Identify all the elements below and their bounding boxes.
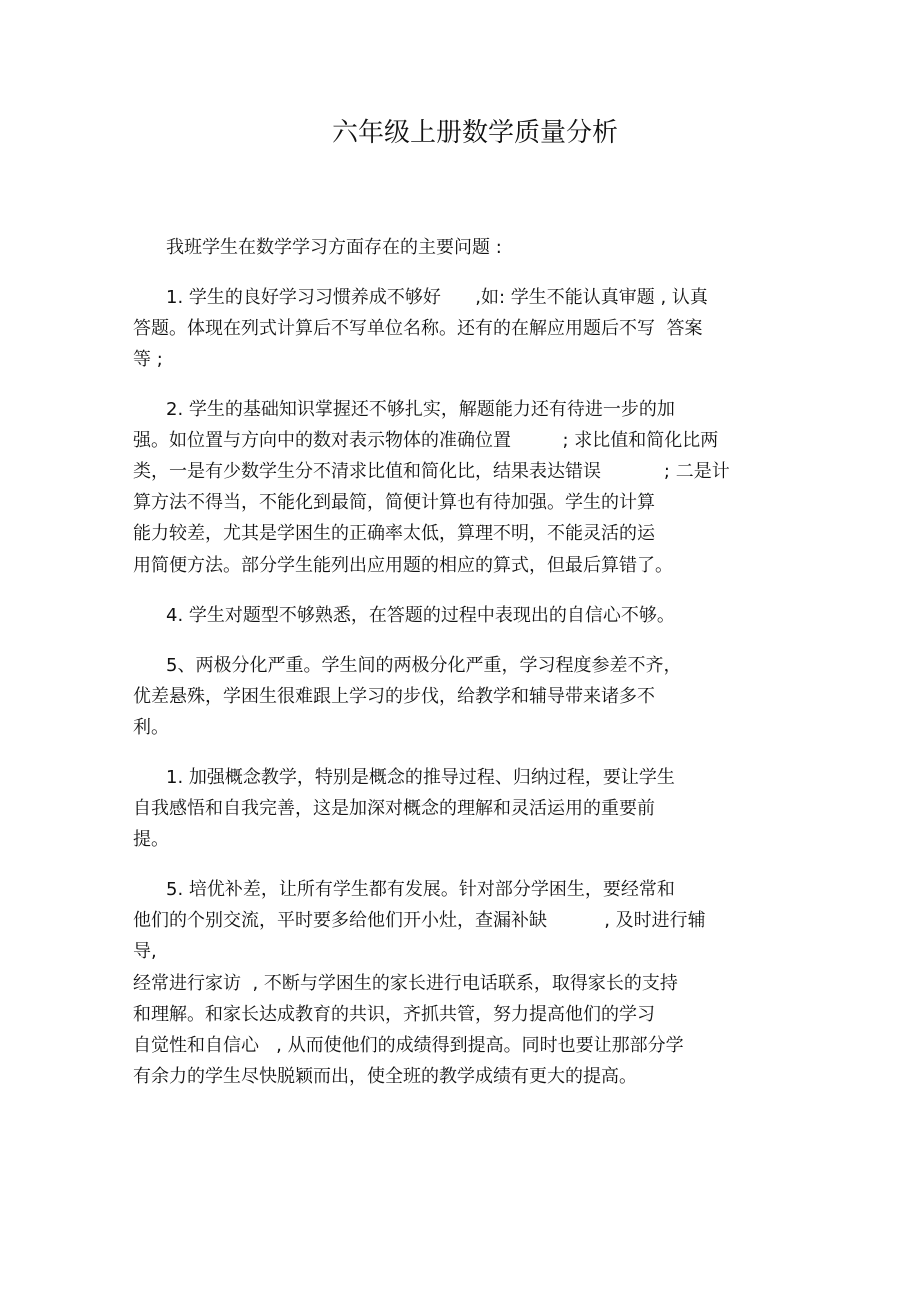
paragraph-line: 利。 [133, 717, 169, 738]
paragraph-line: 等 ; [133, 349, 163, 370]
paragraph-line: 用简便方法。部分学生能列出应用题的相应的算式，但最后算错了。 [133, 555, 673, 576]
paragraph-line: 5. 培优补差，让所有学生都有发展。针对部分学困生，要经常和 [166, 879, 675, 900]
paragraph-line: 算方法不得当，不能化到最简，简便计算也有待加强。学生的计算 [133, 492, 655, 513]
paragraph-line: 他们的个别交流，平时要多给他们开小灶，查漏补缺 , 及时进行辅 [133, 910, 706, 931]
paragraph-line: 强。如位置与方向中的数对表示物体的准确位置 ; 求比值和简化比两 [133, 430, 719, 451]
paragraph-line: 经常进行家访 , 不断与学困生的家长进行电话联系，取得家长的支持 [133, 973, 678, 994]
paragraph-line: 自觉性和自信心 , 从而使他们的成绩得到提高。同时也要让那部分学 [133, 1035, 684, 1056]
paragraph-line: 4. 学生对题型不够熟悉，在答题的过程中表现出的自信心不够。 [166, 605, 675, 626]
paragraph-line: 1. 学生的良好学习习惯养成不够好 ,如: 学生不能认真审题 , 认真 [166, 287, 708, 308]
paragraph-line: 有余力的学生尽快脱颖而出，使全班的教学成绩有更大的提高。 [133, 1066, 637, 1087]
paragraph-line: 答题。体现在列式计算后不写单位名称。还有的在解应用题后不写 答案 [133, 318, 703, 339]
document-title: 六年级上册数学质量分析 [331, 118, 618, 148]
paragraph-line: 类，一是有少数学生分不清求比值和简化比，结果表达错误 ; 二是计 [133, 461, 730, 482]
paragraph-line: 提。 [133, 829, 169, 850]
paragraph-line: 能力较差，尤其是学困生的正确率太低，算理不明，不能灵活的运 [133, 523, 655, 544]
paragraph-line: 导, [133, 941, 157, 962]
paragraph-line: 5、两极分化严重。学生间的两极分化严重，学习程度参差不齐， [166, 655, 682, 676]
paragraph-line: 1. 加强概念教学，特别是概念的推导过程、归纳过程，要让学生 [166, 767, 675, 788]
paragraph-line: 2. 学生的基础知识掌握还不够扎实，解题能力还有待进一步的加 [166, 399, 675, 420]
paragraph-line: 和理解。和家长达成教育的共识，齐抓共管，努力提高他们的学习 [133, 1004, 655, 1025]
paragraph-line: 自我感悟和自我完善，这是加深对概念的理解和灵活运用的重要前 [133, 798, 655, 819]
paragraph-line: 优差悬殊，学困生很难跟上学习的步伐，给教学和辅导带来诸多不 [133, 686, 655, 707]
paragraph-line: 我班学生在数学学习方面存在的主要问题 : [166, 237, 502, 258]
